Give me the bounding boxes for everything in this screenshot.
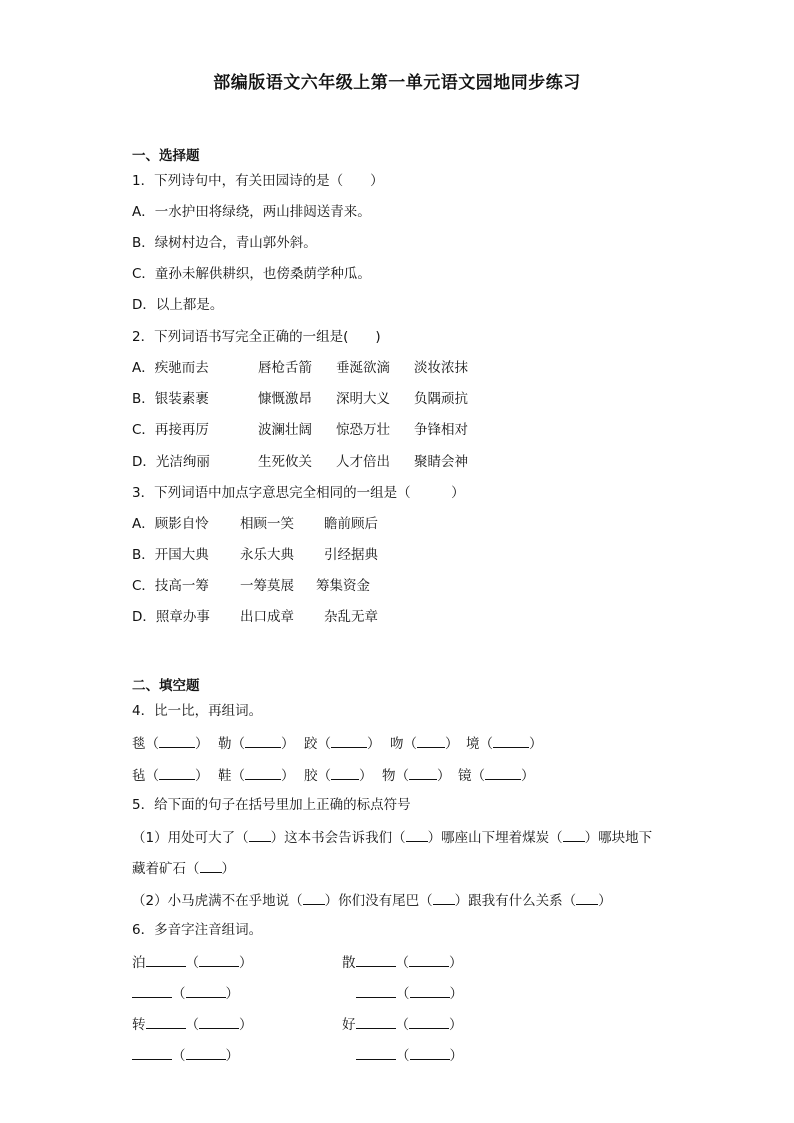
answer-blank[interactable] — [409, 952, 449, 967]
q4-row2-item-2: 鞋（ ） — [218, 765, 295, 785]
question-6-stem: 6．多音字注音组词。 — [132, 922, 263, 938]
answer-blank[interactable] — [146, 1014, 186, 1029]
answer-blank[interactable] — [249, 827, 271, 842]
q2-b-word-2: 慷慨激昂 — [258, 391, 312, 407]
q6-char-san: 散 （ ） — [342, 952, 463, 972]
q3-d-word-2: 出口成章 — [240, 609, 294, 625]
q2-c-word-1: C．再接再厉 — [132, 422, 209, 438]
q2-a-word-2: 唇枪舌箭 — [258, 360, 312, 376]
q3-d-word-1: D．照章办事 — [132, 609, 210, 625]
q3-c-word-1: C．技高一筹 — [132, 578, 209, 594]
answer-blank[interactable] — [132, 983, 172, 998]
section-heading-fill: 二、填空题 — [132, 678, 200, 694]
answer-blank[interactable] — [186, 983, 226, 998]
question-1-stem: 1．下列诗句中，有关田园诗的是（ ） — [132, 173, 384, 189]
answer-blank[interactable] — [409, 765, 437, 780]
q3-a-word-3: 瞻前顾后 — [324, 516, 378, 532]
answer-blank[interactable] — [356, 952, 396, 967]
q3-c-word-2: 一筹莫展 — [240, 578, 294, 594]
q6-char-bo: 泊 （ ） — [132, 952, 253, 972]
q6-san-second: （ ） — [356, 983, 463, 1003]
answer-blank[interactable] — [563, 827, 585, 842]
q2-d-word-4: 聚睛会神 — [414, 454, 468, 470]
q2-a-word-4: 淡妆浓抹 — [414, 360, 468, 376]
answer-blank[interactable] — [356, 1014, 396, 1029]
q2-d-word-1: D．光洁绚丽 — [132, 454, 210, 470]
q2-b-word-3: 深明大义 — [336, 391, 390, 407]
answer-blank[interactable] — [146, 952, 186, 967]
q3-c-word-3: 筹集资金 — [316, 578, 370, 594]
q2-d-word-2: 生死攸关 — [258, 454, 312, 470]
answer-blank[interactable] — [410, 983, 450, 998]
question-5-sentence-2: （2）小马虎满不在乎地说（ ）你们没有尾巴（ ）跟我有什么关系（ ） — [132, 890, 612, 910]
answer-blank[interactable] — [245, 733, 281, 748]
q2-a-word-3: 垂涎欲滴 — [336, 360, 390, 376]
answer-blank[interactable] — [417, 733, 445, 748]
q4-row1-item-1: 毯（ ） — [132, 733, 209, 753]
answer-blank[interactable] — [199, 1014, 239, 1029]
answer-blank[interactable] — [433, 890, 455, 905]
question-5-stem: 5．给下面的句子在括号里加上正确的标点符号 — [132, 797, 411, 813]
q2-d-word-3: 人才倍出 — [336, 454, 390, 470]
q6-char-hao: 好 （ ） — [342, 1014, 463, 1034]
section-heading-choice: 一、选择题 — [132, 148, 200, 164]
question-1-option-c: C．童孙未解供耕织，也傍桑荫学种瓜。 — [132, 266, 371, 282]
q2-c-word-3: 惊恐万壮 — [336, 422, 390, 438]
question-1-option-b: B．绿树村边合，青山郭外斜。 — [132, 235, 317, 251]
q2-a-word-1: A．疾驰而去 — [132, 360, 209, 376]
answer-blank[interactable] — [303, 890, 325, 905]
q4-row2-item-3: 胶（ ） — [304, 765, 373, 785]
q4-row1-item-4: 吻（ ） — [390, 733, 459, 753]
q6-char-zhuan: 转 （ ） — [132, 1014, 253, 1034]
answer-blank[interactable] — [186, 1045, 226, 1060]
answer-blank[interactable] — [410, 1045, 450, 1060]
q6-zhuan-second: （ ） — [132, 1045, 239, 1065]
answer-blank[interactable] — [485, 765, 521, 780]
q3-d-word-3: 杂乱无章 — [324, 609, 378, 625]
question-3-stem: 3．下列词语中加点字意思完全相同的一组是（ ） — [132, 485, 465, 501]
question-1-option-a: A．一水护田将绿绕，两山排闼送青来。 — [132, 204, 371, 220]
answer-blank[interactable] — [493, 733, 529, 748]
answer-blank[interactable] — [199, 952, 239, 967]
question-4-stem: 4．比一比，再组词。 — [132, 703, 263, 719]
q4-row1-item-2: 勒（ ） — [218, 733, 295, 753]
answer-blank[interactable] — [132, 1045, 172, 1060]
answer-blank[interactable] — [159, 765, 195, 780]
answer-blank[interactable] — [576, 890, 598, 905]
answer-blank[interactable] — [159, 733, 195, 748]
q3-a-word-2: 相顾一笑 — [240, 516, 294, 532]
answer-blank[interactable] — [245, 765, 281, 780]
q3-b-word-3: 引经据典 — [324, 547, 378, 563]
page-title: 部编版语文六年级上第一单元语文园地同步练习 — [213, 73, 581, 93]
q6-bo-second: （ ） — [132, 983, 239, 1003]
answer-blank[interactable] — [331, 733, 367, 748]
answer-blank[interactable] — [331, 765, 359, 780]
q4-row1-item-5: 境（ ） — [466, 733, 543, 753]
q3-a-word-1: A．顾影自怜 — [132, 516, 209, 532]
q3-b-word-1: B．开国大典 — [132, 547, 209, 563]
q4-row2-item-4: 物（ ） — [382, 765, 451, 785]
q2-c-word-4: 争锋相对 — [414, 422, 468, 438]
answer-blank[interactable] — [406, 827, 428, 842]
question-5-sentence-1-cont: 藏着矿石（ ） — [132, 858, 235, 878]
answer-blank[interactable] — [356, 983, 396, 998]
q6-hao-second: （ ） — [356, 1045, 463, 1065]
answer-blank[interactable] — [200, 858, 222, 873]
q4-row2-item-1: 毡（ ） — [132, 765, 209, 785]
answer-blank[interactable] — [356, 1045, 396, 1060]
q2-c-word-2: 波澜壮阔 — [258, 422, 312, 438]
q4-row1-item-3: 跤（ ） — [304, 733, 381, 753]
q4-row2-item-5: 镜（ ） — [458, 765, 535, 785]
question-2-stem: 2．下列词语书写完全正确的一组是( ) — [132, 329, 381, 345]
q2-b-word-1: B．银装素裹 — [132, 391, 209, 407]
q2-b-word-4: 负隅顽抗 — [414, 391, 468, 407]
question-1-option-d: D．以上都是。 — [132, 297, 224, 313]
q3-b-word-2: 永乐大典 — [240, 547, 294, 563]
question-5-sentence-1: （1）用处可大了（ ）这本书会告诉我们（ ）哪座山下埋着煤炭（ ）哪块地下 — [132, 827, 652, 847]
answer-blank[interactable] — [409, 1014, 449, 1029]
